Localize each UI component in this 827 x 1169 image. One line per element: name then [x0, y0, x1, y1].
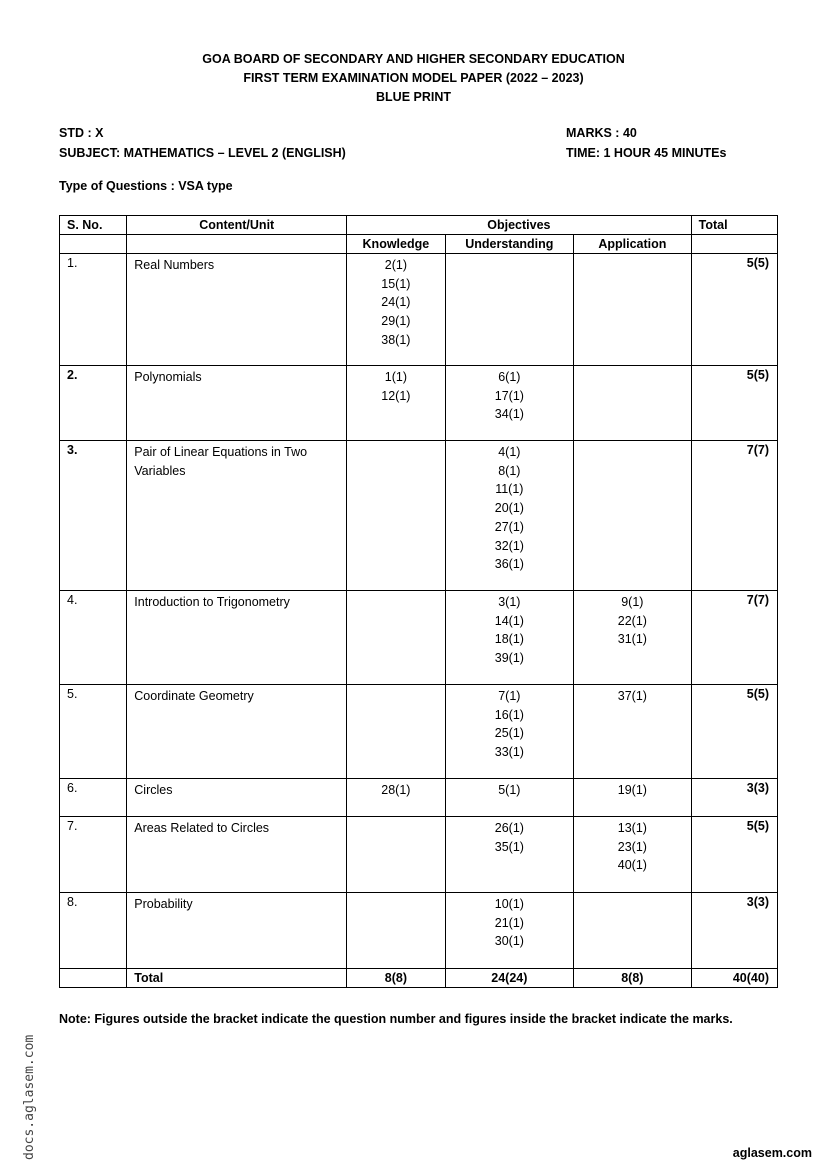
- row-total: 5(5): [691, 685, 777, 779]
- understanding-entry: 3(1): [498, 595, 521, 609]
- row-sno: 7.: [60, 817, 127, 893]
- understanding-entry: 26(1): [494, 821, 524, 835]
- understanding-entry: 27(1): [494, 519, 524, 534]
- blueprint-title: BLUE PRINT: [376, 90, 451, 104]
- understanding-entry: 6(1): [498, 370, 521, 384]
- understanding-entry: 39(1): [494, 651, 524, 666]
- row-sno: 1.: [60, 254, 127, 366]
- row-knowledge: [347, 254, 445, 366]
- table-row: [60, 591, 778, 685]
- table-row: [60, 441, 778, 591]
- header-sno: S. No.: [60, 216, 127, 235]
- subject-label: SUBJECT: MATHEMATICS – LEVEL 2 (ENGLISH): [59, 146, 346, 160]
- subheader-empty-total: [691, 235, 777, 254]
- table-row: [60, 366, 778, 441]
- understanding-entry: 34(1): [494, 407, 524, 422]
- table-row: [60, 817, 778, 893]
- meta-right: [566, 123, 726, 163]
- row-application: [574, 779, 692, 817]
- understanding-entry: 4(1): [498, 445, 521, 459]
- understanding-entry: 10(1): [494, 897, 524, 911]
- understanding-entry: 35(1): [494, 839, 524, 854]
- understanding-entry: 5(1): [498, 783, 521, 797]
- row-application: [574, 591, 692, 685]
- header-understanding: Understanding: [445, 235, 574, 254]
- row-understanding: [445, 366, 574, 441]
- table-row: [60, 779, 778, 817]
- table-row: [60, 685, 778, 779]
- row-knowledge: [347, 591, 445, 685]
- row-unit: Real Numbers: [127, 254, 347, 366]
- header-knowledge: Knowledge: [347, 235, 445, 254]
- totals-application: 8(8): [574, 969, 692, 988]
- row-understanding: [445, 779, 574, 817]
- meta-left: [59, 123, 346, 163]
- understanding-entry: 7(1): [498, 689, 521, 703]
- row-sno: 3.: [60, 441, 127, 591]
- totals-grand: 40(40): [691, 969, 777, 988]
- header-application: Application: [574, 235, 692, 254]
- totals-label: Total: [127, 969, 347, 988]
- row-application: [574, 441, 692, 591]
- row-unit: Pair of Linear Equations in Two Variables: [127, 441, 347, 591]
- row-understanding: [445, 254, 574, 366]
- row-application: [574, 366, 692, 441]
- knowledge-entry: 24(1): [381, 295, 411, 310]
- subheader-empty-unit: [127, 235, 347, 254]
- knowledge-entry: 15(1): [381, 276, 411, 291]
- understanding-entry: 20(1): [494, 501, 524, 516]
- understanding-entry: 30(1): [494, 934, 524, 949]
- application-entry: 37(1): [617, 689, 647, 703]
- row-sno: 4.: [60, 591, 127, 685]
- knowledge-entry: 2(1): [384, 258, 407, 272]
- row-application: [574, 254, 692, 366]
- exam-title: FIRST TERM EXAMINATION MODEL PAPER (2022 – 2023): [243, 71, 584, 85]
- row-total: 7(7): [691, 591, 777, 685]
- table-row: [60, 893, 778, 969]
- row-total: 3(3): [691, 779, 777, 817]
- row-understanding: [445, 817, 574, 893]
- row-unit: Polynomials: [127, 366, 347, 441]
- row-understanding: [445, 591, 574, 685]
- understanding-entry: 25(1): [494, 726, 524, 741]
- board-title: GOA BOARD OF SECONDARY AND HIGHER SECONDARY EDUCATION: [202, 52, 625, 66]
- application-entry: 40(1): [617, 858, 647, 873]
- application-entry: 9(1): [621, 595, 644, 609]
- header-unit: Content/Unit: [127, 216, 347, 235]
- understanding-entry: 36(1): [494, 557, 524, 572]
- subheader-row: [60, 235, 778, 254]
- row-application: [574, 817, 692, 893]
- question-type: Type of Questions : VSA type: [59, 179, 233, 193]
- marks-label: MARKS : 40: [566, 126, 637, 140]
- row-total: 5(5): [691, 817, 777, 893]
- row-unit: Coordinate Geometry: [127, 685, 347, 779]
- header-total: Total: [691, 216, 777, 235]
- row-total: 5(5): [691, 366, 777, 441]
- header-objectives: Objectives: [347, 216, 691, 235]
- row-total: 5(5): [691, 254, 777, 366]
- row-understanding: [445, 685, 574, 779]
- table-row: [60, 254, 778, 366]
- watermark: docs.aglasem.com: [22, 1034, 37, 1160]
- application-entry: 19(1): [617, 783, 647, 797]
- row-unit: Probability: [127, 893, 347, 969]
- totals-empty: [60, 969, 127, 988]
- time-label: TIME: 1 HOUR 45 MINUTEs: [566, 146, 727, 160]
- document-header: [0, 50, 827, 107]
- row-total: 3(3): [691, 893, 777, 969]
- knowledge-entry: 29(1): [381, 314, 411, 329]
- std-label: STD : X: [59, 126, 104, 140]
- knowledge-entry: 38(1): [381, 332, 411, 347]
- site-label: aglasem.com: [732, 1146, 812, 1160]
- row-unit: Areas Related to Circles: [127, 817, 347, 893]
- understanding-entry: 8(1): [498, 463, 521, 478]
- application-entry: 13(1): [617, 821, 647, 835]
- knowledge-entry: 28(1): [381, 783, 411, 797]
- understanding-entry: 32(1): [494, 538, 524, 553]
- totals-understanding: 24(24): [445, 969, 574, 988]
- understanding-entry: 17(1): [494, 388, 524, 403]
- row-knowledge: [347, 441, 445, 591]
- understanding-entry: 21(1): [494, 915, 524, 930]
- application-entry: 22(1): [617, 613, 647, 628]
- row-understanding: [445, 893, 574, 969]
- totals-knowledge: 8(8): [347, 969, 445, 988]
- understanding-entry: 18(1): [494, 632, 524, 647]
- understanding-entry: 16(1): [494, 707, 524, 722]
- understanding-entry: 14(1): [494, 613, 524, 628]
- footnote: Note: Figures outside the bracket indicate the question number and figures inside the bracket indicate the marks.: [59, 1012, 733, 1026]
- table-body: [60, 254, 778, 969]
- row-sno: 2.: [60, 366, 127, 441]
- application-entry: 31(1): [617, 632, 647, 647]
- row-understanding: [445, 441, 574, 591]
- row-knowledge: [347, 366, 445, 441]
- understanding-entry: 33(1): [494, 745, 524, 760]
- row-sno: 8.: [60, 893, 127, 969]
- knowledge-entry: 1(1): [384, 370, 407, 384]
- row-unit: Circles: [127, 779, 347, 817]
- application-entry: 23(1): [617, 839, 647, 854]
- row-sno: 5.: [60, 685, 127, 779]
- header-row: [60, 216, 778, 235]
- row-knowledge: [347, 779, 445, 817]
- subheader-empty-sno: [60, 235, 127, 254]
- row-knowledge: [347, 817, 445, 893]
- totals-row: [60, 969, 778, 988]
- row-total: 7(7): [691, 441, 777, 591]
- row-application: [574, 893, 692, 969]
- row-knowledge: [347, 685, 445, 779]
- blueprint-table: [59, 215, 778, 988]
- row-application: [574, 685, 692, 779]
- row-sno: 6.: [60, 779, 127, 817]
- knowledge-entry: 12(1): [381, 388, 411, 403]
- row-unit: Introduction to Trigonometry: [127, 591, 347, 685]
- row-knowledge: [347, 893, 445, 969]
- understanding-entry: 11(1): [495, 482, 524, 497]
